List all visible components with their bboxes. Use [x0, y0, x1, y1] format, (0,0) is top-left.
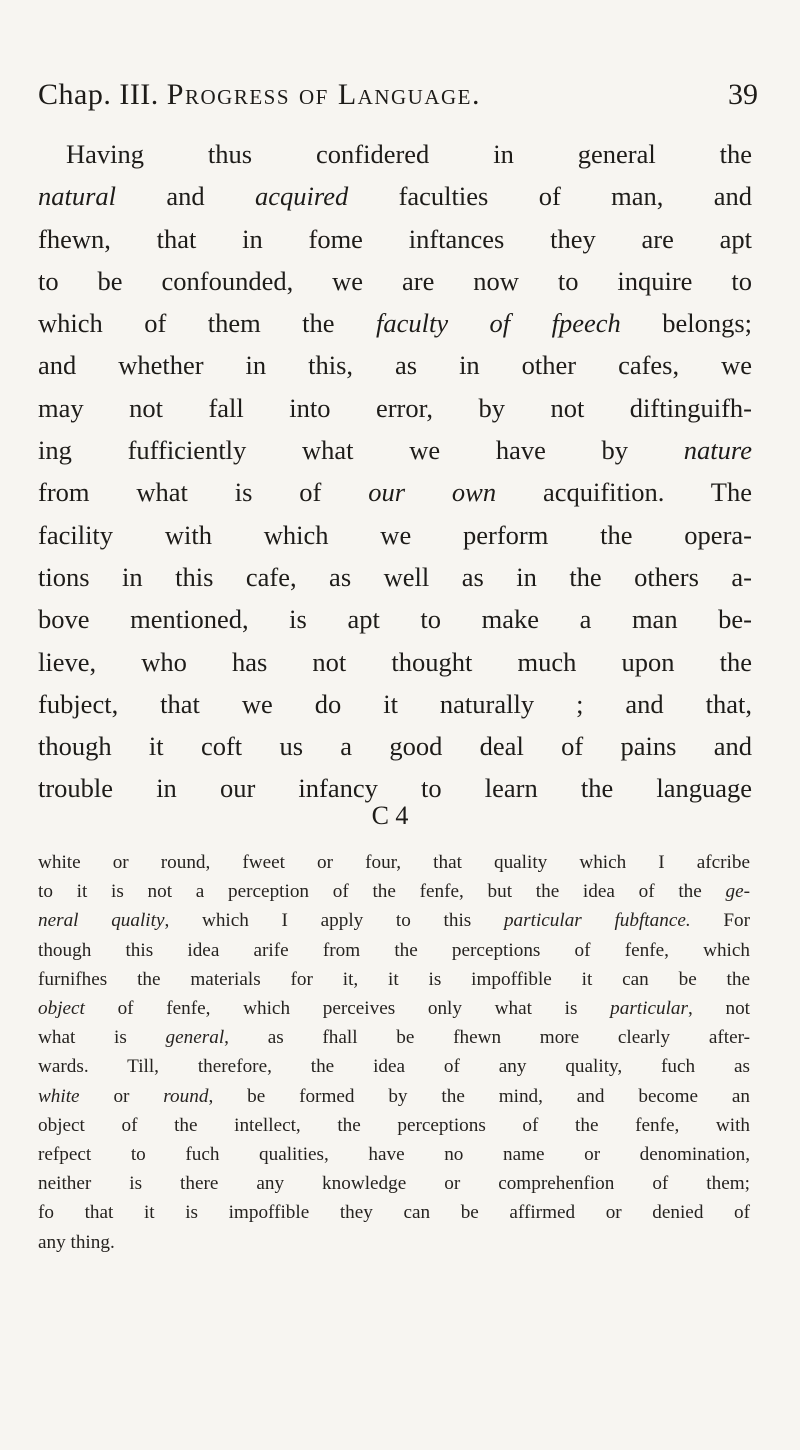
text-run: , be formed by the mind, and become an — [208, 1085, 750, 1107]
text-line — [38, 598, 752, 640]
text-run: trouble in our infancy to learn the language — [38, 773, 752, 804]
text-run: wards. Till, therefore, the idea of any quality, fuch as — [38, 1056, 750, 1078]
footnote-line — [38, 936, 750, 965]
italic-text: nature — [683, 435, 752, 466]
text-line — [38, 514, 752, 556]
text-run: to it is not a perception of the fenfe, but the idea of the — [38, 881, 726, 903]
footnote-line — [38, 877, 750, 906]
text-line — [38, 725, 752, 767]
italic-text: object — [38, 998, 85, 1020]
text-run: faculties of man, and — [348, 181, 752, 212]
text-line — [38, 218, 752, 260]
text-line — [38, 133, 752, 175]
text-run: which of them the — [38, 308, 376, 339]
italic-text: particular — [610, 998, 688, 1020]
italic-text: general — [165, 1027, 225, 1049]
page-header — [38, 78, 758, 126]
text-line — [38, 175, 752, 217]
text-line — [38, 344, 752, 386]
text-run: may not fall into error, by not diftinguifh- — [38, 392, 752, 423]
text-line — [38, 556, 752, 598]
footnote-line — [38, 1052, 750, 1081]
text-run: lieve, who has not thought much upon the — [38, 646, 752, 677]
footnote-line — [38, 1198, 750, 1227]
text-run: facility with which we perform the opera- — [38, 519, 752, 550]
text-line — [38, 471, 752, 513]
text-run: acquifition. The — [496, 477, 752, 508]
text-run: white or round, fweet or four, that quality which I afcribe — [38, 852, 750, 873]
italic-text: neral quality — [38, 910, 165, 932]
page-number: 39 — [728, 78, 758, 111]
text-run: neither is there any knowledge or comprehenfion of them; — [38, 1173, 750, 1195]
text-run: what is — [38, 1027, 166, 1049]
text-run: refpect to fuch qualities, have no name or denomination, — [38, 1144, 750, 1166]
text-run: , not — [687, 998, 750, 1020]
footnote-line — [38, 965, 750, 994]
text-line — [38, 429, 752, 471]
footnote-line — [38, 994, 750, 1023]
text-run: belongs; — [620, 308, 752, 339]
footnote-line — [38, 1082, 750, 1111]
text-run: fo that it is impoffible they can be affirmed or denied of — [38, 1202, 750, 1224]
text-run: or — [79, 1085, 164, 1107]
running-head — [38, 78, 481, 112]
text-line — [38, 302, 752, 344]
text-line — [38, 683, 752, 725]
italic-text: our own — [368, 477, 497, 508]
text-run: tions in this cafe, as well as in the others a- — [38, 561, 752, 592]
chapter-title: Progress of Language. — [166, 78, 482, 111]
text-run: though this idea arife from the perceptions of fenfe, which — [38, 939, 750, 961]
text-run: Having thus confidered in general the — [66, 139, 752, 169]
italic-text: acquired — [255, 181, 349, 212]
footnote-line — [38, 1169, 750, 1198]
text-run: any thing. — [38, 1231, 115, 1253]
text-run: ing fufficiently what we have by — [38, 435, 684, 466]
footnote-line — [38, 1228, 750, 1257]
footnote — [38, 848, 750, 1257]
text-run: and whether in this, as in other cafes, we — [38, 350, 752, 381]
text-run: fubject, that we do it naturally ; and that, — [38, 688, 752, 719]
text-line — [38, 387, 752, 429]
italic-text: natural — [38, 181, 117, 212]
text-run: though it coft us a good deal of pains and — [38, 731, 752, 762]
italic-text: particular fubftance. — [503, 910, 691, 932]
footnote-line — [38, 1140, 750, 1169]
chapter-label: Chap. III. — [38, 78, 159, 111]
text-run: and — [116, 181, 256, 212]
footnote-line — [38, 906, 750, 935]
text-run: , which I apply to this — [164, 910, 504, 932]
text-line — [38, 260, 752, 302]
text-run: For — [690, 910, 750, 932]
text-run: from what is of — [38, 477, 369, 508]
signature-text: C 4 — [371, 801, 409, 830]
italic-text: ge- — [725, 881, 750, 903]
text-run: of fenfe, which perceives only what is — [84, 998, 611, 1020]
italic-text: round — [163, 1085, 209, 1107]
italic-text: white — [38, 1085, 80, 1107]
text-line — [38, 641, 752, 683]
text-run: furnifhes the materials for it, it is impoffible it can be the — [38, 968, 750, 990]
main-text — [38, 133, 752, 810]
footnote-line — [38, 1111, 750, 1140]
text-run: , as fhall be fhewn more clearly after- — [224, 1027, 750, 1049]
signature-mark — [0, 801, 800, 831]
text-run: fhewn, that in fome inftances they are apt — [38, 223, 752, 254]
text-run: to be confounded, we are now to inquire to — [38, 265, 752, 296]
text-run: object of the intellect, the perceptions of the fenfe, with — [38, 1114, 750, 1136]
footnote-line — [38, 848, 750, 877]
text-run: bove mentioned, is apt to make a man be- — [38, 604, 752, 635]
footnote-line — [38, 1023, 750, 1052]
italic-text: faculty of fpeech — [375, 308, 621, 339]
